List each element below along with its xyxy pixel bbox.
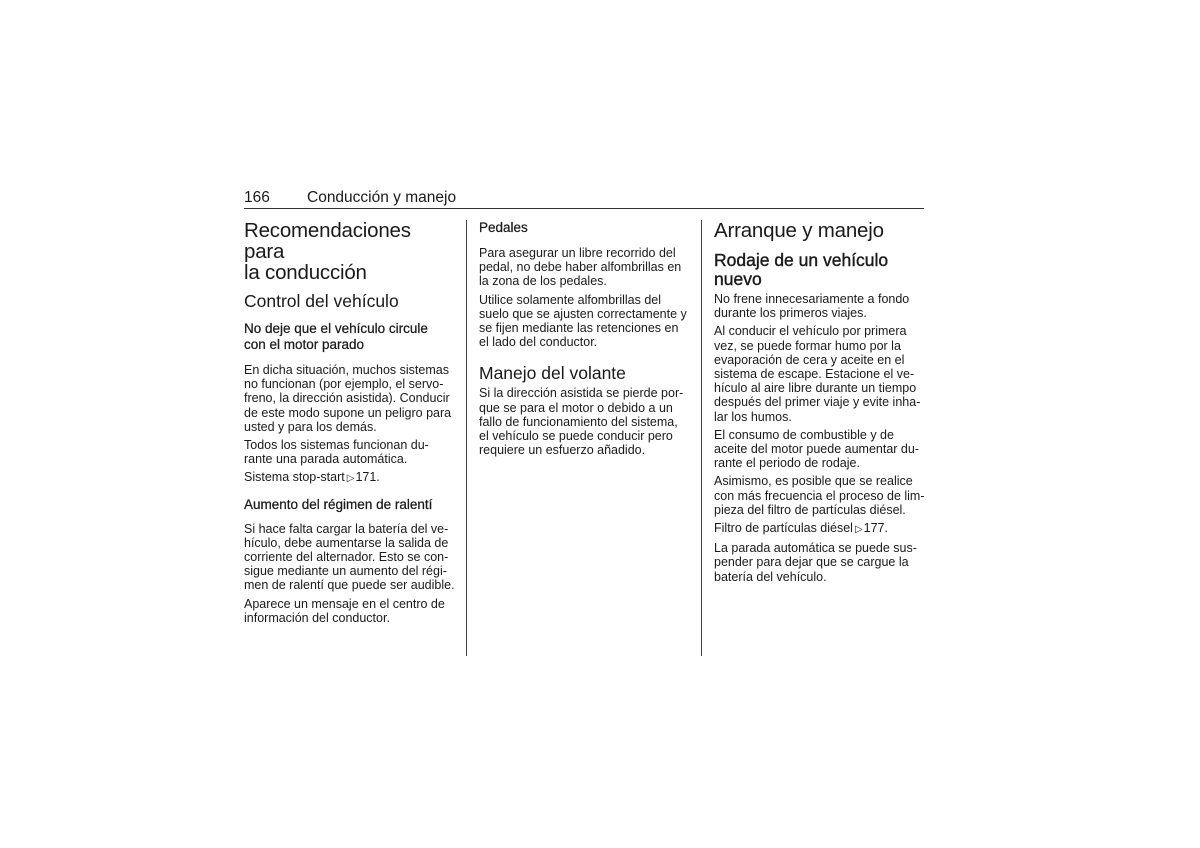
heading-manejo-volante: Manejo del volante xyxy=(479,363,626,384)
reference-page: 171. xyxy=(355,470,380,485)
reference-text: Filtro de partículas diésel xyxy=(714,521,853,536)
text-line: no funcionan (por ejemplo, el servo- xyxy=(244,377,444,392)
text-line: el lado del conductor. xyxy=(479,335,598,350)
text-line: Utilice solamente alfombrillas del xyxy=(479,292,662,307)
text-line: pender para dejar que se cargue la xyxy=(714,555,909,570)
reference-text: Sistema stop-start xyxy=(244,470,345,485)
text-line: Asimismo, es posible que se realice xyxy=(714,474,913,489)
text-line: la zona de los pedales. xyxy=(479,274,607,289)
heading-line: Recomendaciones para xyxy=(244,219,411,263)
column-right xyxy=(714,218,926,584)
text-line: pedal, no debe haber alfombrillas en xyxy=(479,260,682,275)
text-line: En dicha situación, muchos sistemas xyxy=(244,363,449,377)
paragraph xyxy=(714,474,926,517)
heading-line: la conducción xyxy=(244,261,367,284)
text-line: hículo, debe aumentarse la salida de xyxy=(244,535,449,550)
text-line: hículo al aire libre durante un tiempo xyxy=(714,381,917,396)
page-number: 166 xyxy=(244,189,270,206)
paragraph xyxy=(714,541,926,584)
text-line: rante una parada automática. xyxy=(244,452,408,467)
page-header xyxy=(244,188,924,209)
text-line: batería del vehículo. xyxy=(714,569,827,584)
text-line: Si hace falta cargar la batería del ve- xyxy=(244,521,449,536)
text-line: sistema de escape. Estacione el ve- xyxy=(714,367,915,382)
text-line: No frene innecesariamente a fondo xyxy=(714,292,910,306)
subheading-line: No deje que el vehículo circule xyxy=(244,321,428,336)
heading-line: Rodaje de un vehículo xyxy=(714,250,889,270)
paragraph xyxy=(714,292,926,320)
text-line: corriente del alternador. Esto se con- xyxy=(244,550,449,565)
text-line: Al conducir el vehículo por primera xyxy=(714,324,907,339)
column-middle xyxy=(479,218,691,457)
text-line: pieza del filtro de partículas diésel. xyxy=(714,502,906,517)
text-line: El consumo de combustible y de xyxy=(714,427,894,442)
text-line: usted y para los demás. xyxy=(244,419,377,434)
heading-rodaje xyxy=(714,251,926,289)
paragraph xyxy=(244,522,456,593)
heading-arranque-manejo: Arranque y manejo xyxy=(714,219,884,242)
subheading-pedales: Pedales xyxy=(479,220,528,235)
column-divider xyxy=(466,220,467,656)
text-line: de este modo supone un peligro para xyxy=(244,405,452,420)
text-line: freno, la dirección asistida). Conducir xyxy=(244,391,450,406)
column-left xyxy=(244,218,456,625)
paragraph xyxy=(244,363,456,434)
text-line: con más frecuencia el proceso de lim- xyxy=(714,488,925,503)
text-line: fallo de funcionamiento del sistema, xyxy=(479,414,678,429)
text-line: evaporación de cera y aceite en el xyxy=(714,352,905,367)
text-line: La parada automática se puede sus- xyxy=(714,541,917,556)
text-line: que se para el motor o debido a un xyxy=(479,400,673,415)
text-line: aceite del motor puede aumentar du- xyxy=(714,442,919,457)
text-line: después del primer viaje y evite inha- xyxy=(714,395,921,410)
text-line: Aparece un mensaje en el centro de xyxy=(244,596,445,611)
cross-reference[interactable] xyxy=(714,521,926,537)
text-line: lar los humos. xyxy=(714,409,792,424)
paragraph xyxy=(714,324,926,423)
subheading-line: con el motor parado xyxy=(244,337,365,352)
text-line: men de ralentí que puede ser audible. xyxy=(244,578,455,593)
paragraph xyxy=(479,293,691,350)
reference-page: 177. xyxy=(863,521,888,536)
text-line: sigue mediante un aumento del régi- xyxy=(244,564,447,579)
subheading-ralenti: Aumento del régimen de ralentí xyxy=(244,496,433,512)
cross-reference[interactable] xyxy=(244,470,456,486)
heading-line: nuevo xyxy=(714,269,762,289)
reference-arrow-icon: ▷ xyxy=(346,473,355,485)
text-line: se fijen mediante las retenciones en xyxy=(479,321,679,336)
text-line: suelo que se ajusten correctamente y xyxy=(479,306,687,321)
paragraph xyxy=(479,246,691,289)
section-title: Conducción y manejo xyxy=(307,189,457,206)
text-line: requiere un esfuerzo añadido. xyxy=(479,443,646,458)
text-line: vez, se puede formar humo por la xyxy=(714,338,901,353)
column-divider xyxy=(701,220,702,656)
reference-arrow-icon: ▷ xyxy=(854,524,863,536)
text-line: información del conductor. xyxy=(244,610,390,625)
paragraph xyxy=(714,428,926,471)
text-line: durante los primeros viajes. xyxy=(714,306,867,321)
heading-control-vehiculo: Control del vehículo xyxy=(244,291,399,311)
text-line: Para asegurar un libre recorrido del xyxy=(479,246,676,260)
text-line: rante el periodo de rodaje. xyxy=(714,456,860,471)
paragraph xyxy=(244,438,456,466)
paragraph xyxy=(479,386,691,457)
text-line: el vehículo se puede conducir pero xyxy=(479,429,673,444)
subheading-motor-parado xyxy=(244,321,456,353)
text-line: Si la dirección asistida se pierde por- xyxy=(479,386,684,401)
text-line: Todos los sistemas funcionan du- xyxy=(244,438,429,453)
heading-recomendaciones xyxy=(244,220,456,283)
paragraph xyxy=(244,597,456,625)
